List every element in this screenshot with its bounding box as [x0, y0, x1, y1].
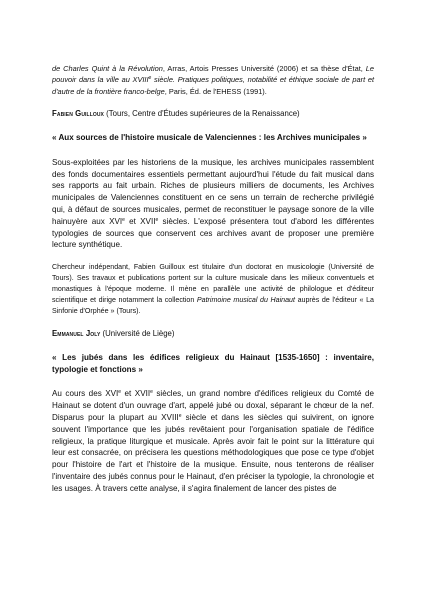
- speaker2-abstract-c: siècles, un grand nombre d'édifices religieux du Comté de Hainaut se dotent d'un ouvrage d'art, appelé jubé ou doxal, séparant le chœur de la nef. Disparus pour la plupart au XVIII: [52, 389, 374, 422]
- speaker2-abstract-b: et XVII: [121, 389, 151, 399]
- intro-text-b: , Arras, Artois Presses Université (2006) et sa thèse d'État,: [162, 64, 366, 73]
- speaker2-heading: [52, 328, 374, 339]
- speaker1-affiliation: (Tours, Centre d'Études supérieures de la Renaissance): [104, 109, 300, 119]
- speaker1-abstract-a: Sous-exploitées par les historiens de la musique, les archives municipales rassemblent des fonds documentaires essentiels permettant aujourd'hui l'étude du fait musical dans ses rapports au fait urbain. Riches de plusieurs milliers de documents, les Archives municipales de Valenciennes constituent en ce sens un terrain de recherche privilégié qui, à défaut de sources musicales, permet de reconstituer le paysage sonore de la ville hainuyère aux XVI: [52, 157, 374, 226]
- speaker2-affiliation: (Université de Liège): [100, 329, 175, 339]
- speaker1-bio: [52, 262, 374, 317]
- speaker2-abstract: [52, 388, 374, 494]
- speaker1-bio-b: auprès de l'éditeur « La Sinfonie d'Orphée » (Tours).: [52, 296, 374, 316]
- speaker2-name: Emmanuel Joly: [52, 329, 101, 339]
- speaker1-bio-collection: Patrimoine musical du Hainaut: [196, 296, 295, 305]
- speaker2-talk-title: « Les jubés dans les édifices religieux du Hainaut [1535-1650] : inventaire, typologie et fonctions »: [52, 353, 374, 374]
- speaker1-name: Fabien Guilloux: [52, 109, 104, 119]
- speaker1-talk-title: « Aux sources de l'histoire musicale de Valenciennes : les Archives municipales »: [52, 133, 367, 143]
- speaker2-abstract-sup3: e: [178, 412, 182, 419]
- speaker1-abstract: [52, 157, 374, 251]
- intro-text-d: siècle. Pratiques politiques, notabilité et éthique sociale de part et d'autre de la frontière franco-belge: [52, 75, 374, 96]
- speaker1-abstract-c: siècles. L'exposé présentera tout d'abord les différentes typologies de sources que conservent ces archives avant de proposer une première lecture synthétique.: [52, 216, 374, 250]
- speaker1-abstract-sup2: e: [155, 216, 159, 223]
- speaker1-abstract-b: et XVII: [124, 216, 156, 226]
- speaker2-abstract-sup2: e: [150, 389, 153, 396]
- intro-sup: e: [148, 75, 152, 82]
- speaker1-heading: [52, 108, 374, 119]
- speaker2-abstract-a: Au cours des XVI: [52, 389, 119, 399]
- intro-text-e: , Paris, Éd. de l'EHESS (1991).: [164, 86, 267, 96]
- speaker1-abstract-sup1: e: [122, 216, 125, 223]
- speaker1-bio-a: Chercheur indépendant, Fabien Guilloux est titulaire d'un doctorat en musicologie (Université de Tours). Ses travaux et publications portent sur la culture musicale dans les milieux conventuels et monastiques à l'époque moderne. Il mène en parallèle une activité de philologue et d'éditeur scientifique et dirige notamment la collection: [52, 263, 374, 305]
- intro-text-c: Le pouvoir dans la ville au XVIII: [52, 64, 375, 85]
- speaker2-abstract-sup1: e: [118, 389, 122, 396]
- speaker2-abstract-d: siècle et dans les siècles qui suivirent, on ignore souvent l'importance que les jubés revêtaient pour l'organisation spatiale de l'édifice religieux, la pratique liturgique et musicale. Après avoir fait le point sur la littérature qui leur est consacrée, on précisera les questions méthodologiques que pose ce type d'objet pour l'histoire de l'art et l'histoire de la musique. Ensuite, nous tenterons de réaliser l'inventaire des jubés connus pour le Hainaut, d'en préciser la typologie, la chronologie et les usages. À travers cette analyse, il s'agira finalement de lancer des pistes de: [52, 412, 374, 493]
- intro-paragraph: [52, 63, 374, 97]
- intro-text-a: de Charles Quint à la Révolution: [52, 64, 163, 73]
